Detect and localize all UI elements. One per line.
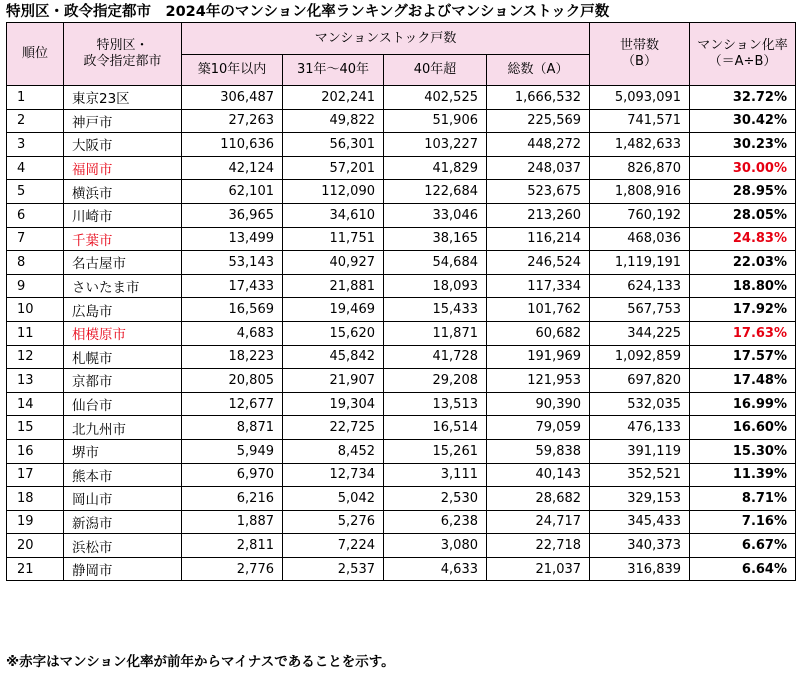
header-rank: 順位 bbox=[7, 23, 64, 86]
stock-over40-cell: 103,227 bbox=[384, 133, 487, 157]
households-cell: 760,192 bbox=[590, 203, 690, 227]
stock-within10-cell: 1,887 bbox=[182, 510, 283, 534]
stock-within10-cell: 306,487 bbox=[182, 86, 283, 110]
header-households bbox=[590, 23, 690, 86]
stock-within10-cell: 17,433 bbox=[182, 274, 283, 298]
rate-cell: 30.42% bbox=[690, 109, 796, 133]
households-cell: 345,433 bbox=[590, 510, 690, 534]
stock-31-40-cell: 34,610 bbox=[283, 203, 384, 227]
table-row bbox=[7, 298, 796, 322]
page-title: 特別区・政令指定都市 2024年のマンション化率ランキングおよびマンションストック戸数 bbox=[6, 4, 610, 20]
stock-within10-cell: 13,499 bbox=[182, 227, 283, 251]
stock-31-40-cell: 8,452 bbox=[283, 439, 384, 463]
stock-31-40-cell: 49,822 bbox=[283, 109, 384, 133]
stock-within10-cell: 27,263 bbox=[182, 109, 283, 133]
city-cell: 相模原市 bbox=[64, 321, 182, 345]
stock-total-cell: 60,682 bbox=[487, 321, 590, 345]
footnote: ※赤字はマンション化率が前年からマイナスであることを示す。 bbox=[6, 654, 395, 670]
city-cell: 川崎市 bbox=[64, 203, 182, 227]
stock-over40-cell: 3,080 bbox=[384, 534, 487, 558]
stock-total-cell: 248,037 bbox=[487, 156, 590, 180]
stock-31-40-cell: 5,276 bbox=[283, 510, 384, 534]
ranking-table bbox=[6, 22, 796, 581]
stock-31-40-cell: 12,734 bbox=[283, 463, 384, 487]
city-cell: さいたま市 bbox=[64, 274, 182, 298]
city-cell: 東京23区 bbox=[64, 86, 182, 110]
rank-cell: 16 bbox=[7, 439, 64, 463]
table-row bbox=[7, 86, 796, 110]
stock-over40-cell: 3,111 bbox=[384, 463, 487, 487]
stock-within10-cell: 5,949 bbox=[182, 439, 283, 463]
households-cell: 5,093,091 bbox=[590, 86, 690, 110]
households-cell: 476,133 bbox=[590, 416, 690, 440]
households-cell: 340,373 bbox=[590, 534, 690, 558]
rate-cell: 17.57% bbox=[690, 345, 796, 369]
city-cell: 名古屋市 bbox=[64, 251, 182, 275]
stock-over40-cell: 33,046 bbox=[384, 203, 487, 227]
rank-cell: 5 bbox=[7, 180, 64, 204]
rank-cell: 6 bbox=[7, 203, 64, 227]
rate-cell: 15.30% bbox=[690, 439, 796, 463]
stock-total-cell: 59,838 bbox=[487, 439, 590, 463]
stock-within10-cell: 62,101 bbox=[182, 180, 283, 204]
rate-cell: 17.92% bbox=[690, 298, 796, 322]
table-row bbox=[7, 439, 796, 463]
table-row bbox=[7, 251, 796, 275]
stock-total-cell: 246,524 bbox=[487, 251, 590, 275]
header-stock-total: 総数（A） bbox=[487, 55, 590, 86]
rank-cell: 4 bbox=[7, 156, 64, 180]
table-row bbox=[7, 345, 796, 369]
stock-31-40-cell: 5,042 bbox=[283, 487, 384, 511]
stock-over40-cell: 41,829 bbox=[384, 156, 487, 180]
stock-total-cell: 79,059 bbox=[487, 416, 590, 440]
city-cell: 京都市 bbox=[64, 369, 182, 393]
stock-over40-cell: 402,525 bbox=[384, 86, 487, 110]
table-row bbox=[7, 180, 796, 204]
stock-within10-cell: 42,124 bbox=[182, 156, 283, 180]
stock-31-40-cell: 2,537 bbox=[283, 557, 384, 581]
table-row bbox=[7, 227, 796, 251]
stock-over40-cell: 15,433 bbox=[384, 298, 487, 322]
stock-within10-cell: 2,811 bbox=[182, 534, 283, 558]
stock-over40-cell: 16,514 bbox=[384, 416, 487, 440]
rate-cell: 18.80% bbox=[690, 274, 796, 298]
table-row bbox=[7, 321, 796, 345]
households-cell: 1,119,191 bbox=[590, 251, 690, 275]
stock-total-cell: 116,214 bbox=[487, 227, 590, 251]
table-row bbox=[7, 156, 796, 180]
table-row bbox=[7, 510, 796, 534]
rate-cell: 6.64% bbox=[690, 557, 796, 581]
rate-cell: 16.99% bbox=[690, 392, 796, 416]
rate-cell: 22.03% bbox=[690, 251, 796, 275]
stock-total-cell: 28,682 bbox=[487, 487, 590, 511]
stock-over40-cell: 15,261 bbox=[384, 439, 487, 463]
city-cell: 岡山市 bbox=[64, 487, 182, 511]
rank-cell: 13 bbox=[7, 369, 64, 393]
city-cell: 堺市 bbox=[64, 439, 182, 463]
table-row bbox=[7, 392, 796, 416]
rank-cell: 2 bbox=[7, 109, 64, 133]
households-cell: 344,225 bbox=[590, 321, 690, 345]
stock-total-cell: 121,953 bbox=[487, 369, 590, 393]
rate-cell: 24.83% bbox=[690, 227, 796, 251]
stock-over40-cell: 13,513 bbox=[384, 392, 487, 416]
stock-over40-cell: 38,165 bbox=[384, 227, 487, 251]
stock-within10-cell: 4,683 bbox=[182, 321, 283, 345]
stock-total-cell: 40,143 bbox=[487, 463, 590, 487]
stock-total-cell: 117,334 bbox=[487, 274, 590, 298]
rank-cell: 9 bbox=[7, 274, 64, 298]
rate-cell: 28.05% bbox=[690, 203, 796, 227]
city-cell: 広島市 bbox=[64, 298, 182, 322]
households-cell: 741,571 bbox=[590, 109, 690, 133]
header-rate bbox=[690, 23, 796, 86]
table-row bbox=[7, 133, 796, 157]
stock-31-40-cell: 21,881 bbox=[283, 274, 384, 298]
city-cell: 新潟市 bbox=[64, 510, 182, 534]
rank-cell: 21 bbox=[7, 557, 64, 581]
stock-over40-cell: 41,728 bbox=[384, 345, 487, 369]
stock-31-40-cell: 202,241 bbox=[283, 86, 384, 110]
stock-within10-cell: 36,965 bbox=[182, 203, 283, 227]
rate-cell: 30.00% bbox=[690, 156, 796, 180]
households-cell: 697,820 bbox=[590, 369, 690, 393]
rank-cell: 14 bbox=[7, 392, 64, 416]
rate-cell: 28.95% bbox=[690, 180, 796, 204]
stock-31-40-cell: 19,304 bbox=[283, 392, 384, 416]
stock-total-cell: 225,569 bbox=[487, 109, 590, 133]
households-cell: 532,035 bbox=[590, 392, 690, 416]
table-row bbox=[7, 534, 796, 558]
rate-cell: 11.39% bbox=[690, 463, 796, 487]
stock-31-40-cell: 11,751 bbox=[283, 227, 384, 251]
rank-cell: 12 bbox=[7, 345, 64, 369]
rank-cell: 1 bbox=[7, 86, 64, 110]
header-city-label: 特別区・ 政令指定都市 bbox=[83, 38, 162, 69]
stock-total-cell: 22,718 bbox=[487, 534, 590, 558]
rank-cell: 19 bbox=[7, 510, 64, 534]
city-cell: 熊本市 bbox=[64, 463, 182, 487]
table-row bbox=[7, 203, 796, 227]
table-row bbox=[7, 487, 796, 511]
stock-over40-cell: 2,530 bbox=[384, 487, 487, 511]
header-stock-over40: 40年超 bbox=[384, 55, 487, 86]
households-cell: 1,808,916 bbox=[590, 180, 690, 204]
rank-cell: 8 bbox=[7, 251, 64, 275]
stock-total-cell: 101,762 bbox=[487, 298, 590, 322]
rank-cell: 11 bbox=[7, 321, 64, 345]
stock-over40-cell: 51,906 bbox=[384, 109, 487, 133]
households-cell: 1,092,859 bbox=[590, 345, 690, 369]
city-cell: 北九州市 bbox=[64, 416, 182, 440]
stock-total-cell: 191,969 bbox=[487, 345, 590, 369]
stock-over40-cell: 4,633 bbox=[384, 557, 487, 581]
stock-31-40-cell: 112,090 bbox=[283, 180, 384, 204]
header-stock: マンションストック戸数 bbox=[182, 23, 590, 55]
stock-over40-cell: 6,238 bbox=[384, 510, 487, 534]
stock-within10-cell: 12,677 bbox=[182, 392, 283, 416]
table-body bbox=[7, 86, 796, 581]
table-row bbox=[7, 369, 796, 393]
header-households-label: 世帯数 （B） bbox=[620, 38, 660, 69]
city-cell: 浜松市 bbox=[64, 534, 182, 558]
stock-over40-cell: 122,684 bbox=[384, 180, 487, 204]
rate-cell: 16.60% bbox=[690, 416, 796, 440]
rate-cell: 17.63% bbox=[690, 321, 796, 345]
households-cell: 624,133 bbox=[590, 274, 690, 298]
stock-total-cell: 1,666,532 bbox=[487, 86, 590, 110]
stock-31-40-cell: 7,224 bbox=[283, 534, 384, 558]
rank-cell: 10 bbox=[7, 298, 64, 322]
city-cell: 千葉市 bbox=[64, 227, 182, 251]
header-stock-31-40: 31年～40年 bbox=[283, 55, 384, 86]
rate-cell: 32.72% bbox=[690, 86, 796, 110]
stock-over40-cell: 11,871 bbox=[384, 321, 487, 345]
stock-total-cell: 90,390 bbox=[487, 392, 590, 416]
stock-within10-cell: 2,776 bbox=[182, 557, 283, 581]
households-cell: 352,521 bbox=[590, 463, 690, 487]
city-cell: 仙台市 bbox=[64, 392, 182, 416]
households-cell: 1,482,633 bbox=[590, 133, 690, 157]
city-cell: 静岡市 bbox=[64, 557, 182, 581]
households-cell: 468,036 bbox=[590, 227, 690, 251]
stock-within10-cell: 6,216 bbox=[182, 487, 283, 511]
stock-total-cell: 448,272 bbox=[487, 133, 590, 157]
stock-total-cell: 523,675 bbox=[487, 180, 590, 204]
city-cell: 札幌市 bbox=[64, 345, 182, 369]
households-cell: 567,753 bbox=[590, 298, 690, 322]
city-cell: 横浜市 bbox=[64, 180, 182, 204]
rate-cell: 8.71% bbox=[690, 487, 796, 511]
stock-within10-cell: 110,636 bbox=[182, 133, 283, 157]
stock-total-cell: 24,717 bbox=[487, 510, 590, 534]
stock-over40-cell: 54,684 bbox=[384, 251, 487, 275]
rank-cell: 15 bbox=[7, 416, 64, 440]
stock-31-40-cell: 57,201 bbox=[283, 156, 384, 180]
stock-31-40-cell: 19,469 bbox=[283, 298, 384, 322]
stock-within10-cell: 53,143 bbox=[182, 251, 283, 275]
rank-cell: 7 bbox=[7, 227, 64, 251]
stock-31-40-cell: 45,842 bbox=[283, 345, 384, 369]
table-row bbox=[7, 557, 796, 581]
stock-within10-cell: 16,569 bbox=[182, 298, 283, 322]
rank-cell: 3 bbox=[7, 133, 64, 157]
stock-over40-cell: 18,093 bbox=[384, 274, 487, 298]
rank-cell: 20 bbox=[7, 534, 64, 558]
rank-cell: 17 bbox=[7, 463, 64, 487]
header-city bbox=[64, 23, 182, 86]
city-cell: 大阪市 bbox=[64, 133, 182, 157]
stock-over40-cell: 29,208 bbox=[384, 369, 487, 393]
rate-cell: 30.23% bbox=[690, 133, 796, 157]
stock-31-40-cell: 56,301 bbox=[283, 133, 384, 157]
stock-31-40-cell: 15,620 bbox=[283, 321, 384, 345]
header-rate-label: マンション化率 （＝A÷B） bbox=[697, 38, 788, 69]
stock-within10-cell: 6,970 bbox=[182, 463, 283, 487]
table-row bbox=[7, 463, 796, 487]
stock-31-40-cell: 40,927 bbox=[283, 251, 384, 275]
households-cell: 316,839 bbox=[590, 557, 690, 581]
city-cell: 神戸市 bbox=[64, 109, 182, 133]
stock-total-cell: 213,260 bbox=[487, 203, 590, 227]
stock-within10-cell: 18,223 bbox=[182, 345, 283, 369]
header-stock-within10: 築10年以内 bbox=[182, 55, 283, 86]
table-row bbox=[7, 416, 796, 440]
stock-within10-cell: 8,871 bbox=[182, 416, 283, 440]
households-cell: 826,870 bbox=[590, 156, 690, 180]
city-cell: 福岡市 bbox=[64, 156, 182, 180]
table-row bbox=[7, 109, 796, 133]
stock-total-cell: 21,037 bbox=[487, 557, 590, 581]
rate-cell: 17.48% bbox=[690, 369, 796, 393]
table-row bbox=[7, 274, 796, 298]
stock-31-40-cell: 21,907 bbox=[283, 369, 384, 393]
rate-cell: 6.67% bbox=[690, 534, 796, 558]
stock-within10-cell: 20,805 bbox=[182, 369, 283, 393]
households-cell: 329,153 bbox=[590, 487, 690, 511]
rate-cell: 7.16% bbox=[690, 510, 796, 534]
stock-31-40-cell: 22,725 bbox=[283, 416, 384, 440]
rank-cell: 18 bbox=[7, 487, 64, 511]
households-cell: 391,119 bbox=[590, 439, 690, 463]
